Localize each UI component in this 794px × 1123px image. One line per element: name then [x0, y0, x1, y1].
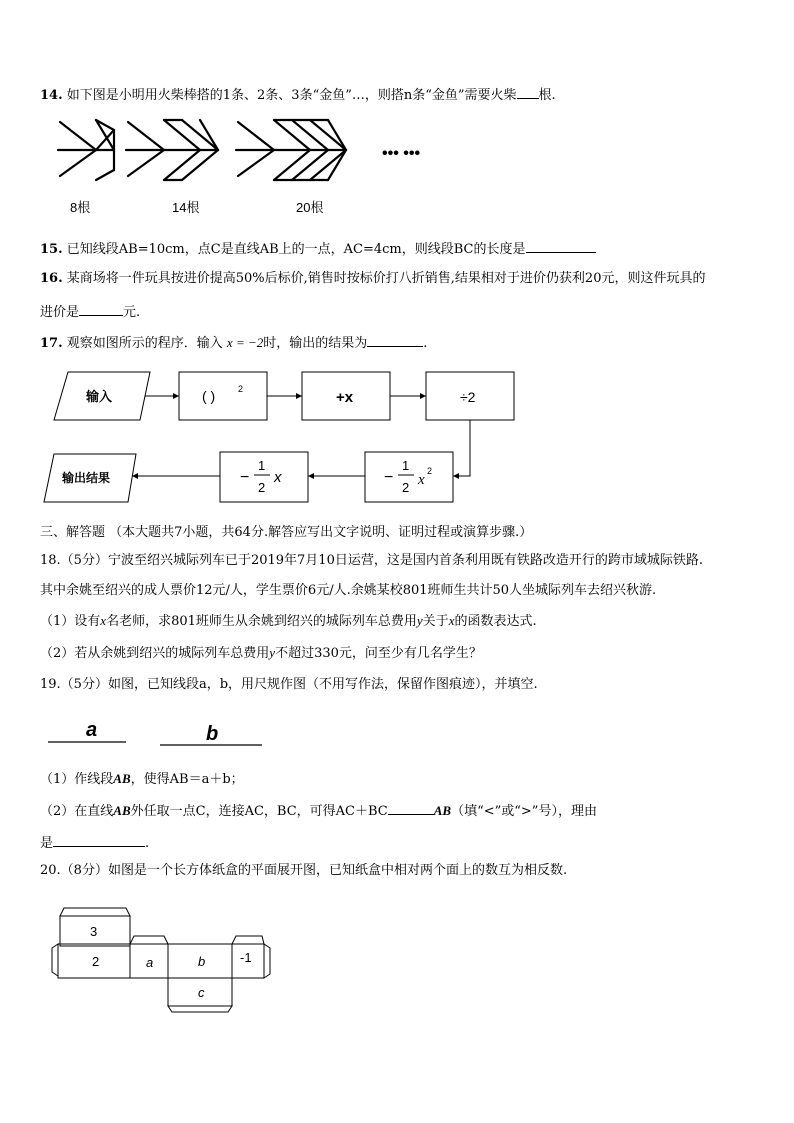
program-flowchart [40, 366, 530, 508]
q17-blank[interactable] [367, 332, 423, 347]
q16-line1 [40, 270, 705, 288]
flow-square-exp: 2 [238, 384, 244, 394]
net-cell-bottom: c [198, 985, 205, 1000]
net-cell-right: -1 [240, 950, 252, 965]
q15-blank[interactable] [526, 238, 596, 253]
q18-p2-y: y [269, 645, 276, 660]
q19-p3-before: 是 [40, 836, 54, 851]
flow-divide-label: ÷2 [460, 389, 476, 405]
net-cell-b: b [198, 954, 206, 969]
q18-p1-y: y [416, 613, 423, 628]
q19-part1 [40, 770, 244, 789]
q16-blank[interactable] [79, 301, 123, 316]
q16-text2: 进价是 [40, 305, 80, 320]
section3-title: 三、解答题 （本大题共7小题，共64分.解答应写出文字说明、证明过程或演算步骤.） [40, 525, 533, 540]
q16-line2 [40, 301, 140, 322]
q18-p1-x: x [100, 613, 107, 628]
flow-mult1-minus: − [240, 469, 250, 486]
q20-header: 20.（8分）如图是一个长方体纸盒的平面展开图，已知纸盒中相对两个面上的数互为相反数. [40, 863, 568, 878]
q18-p1-before: （1）设有 [40, 614, 101, 629]
flow-mult2-exp: 2 [427, 466, 433, 476]
q19-p1-ab: AB [113, 771, 131, 786]
q19-part3 [40, 832, 149, 853]
q18-line2: 其中余姚至绍兴的成人票价12元/人，学生票价6元/人.余姚某校801班师生共计50人坐城际列车去绍兴秋游. [40, 583, 657, 598]
q18-p2-after: 不超过330元，问至少有几名学生？ [275, 646, 482, 661]
net-cell-top: 3 [90, 924, 98, 939]
fish-ellipsis: ••• ••• [382, 145, 421, 162]
q18-part2 [40, 644, 482, 663]
flow-input-label: 输入 [86, 389, 113, 404]
q14-text: 如下图是小明用火柴棒搭的1条、2条、3条“金鱼”…，则搭n条“金鱼”需要火柴 [66, 88, 517, 103]
q18-p1-after: 的函数表达式. [454, 614, 537, 629]
q19-header: 19.（5分）如图，已知线段a，b，用尺规作图（不用写作法，保留作图痕迹），并填空. [40, 677, 538, 692]
box-net-figure [46, 904, 272, 1016]
q15-text: 已知线段AB=10cm，点C是直线AB上的一点，AC=4cm，则线段BC的长度是 [66, 242, 526, 257]
flow-mult1-den: 2 [258, 480, 266, 495]
fish-label-2: 14根 [172, 200, 200, 215]
q19-p1-after: ，使得AB＝a＋b； [130, 772, 244, 787]
flow-output-label: 输出结果 [62, 471, 111, 485]
net-cell-left: 2 [92, 954, 100, 969]
q16-number: 16. [40, 271, 63, 286]
q14-blank[interactable] [517, 84, 539, 99]
flow-mult2-var: x [418, 472, 425, 488]
flow-mult1-num: 1 [258, 458, 266, 473]
net-cell-a: a [146, 955, 154, 970]
q18-p1-mid: 名老师，求801班师生从余姚到绍兴的城际列车总费用 [106, 614, 417, 629]
q19-blank-compare[interactable] [388, 800, 434, 815]
q17-number: 17. [40, 336, 63, 351]
q19-p3-after: . [145, 836, 150, 851]
q19-p2-ab: AB [113, 803, 131, 818]
q19-p2-mid: 外任取一点C，连接AC，BC，可得AC＋BC [130, 804, 388, 819]
flow-mult2-den: 2 [402, 480, 410, 495]
q17-input-expr: x = −2 [226, 335, 264, 350]
square-box [179, 372, 267, 420]
q16-text: 某商场将一件玩具按进价提高50%后标价,销售时按标价打八折销售,结果相对于进价仍获利20元，则这件玩具的 [66, 271, 706, 286]
fish-1 [58, 120, 114, 180]
q19-p2-after: （填“<”或“>”号），理由 [451, 804, 597, 819]
fish-figure [40, 110, 460, 220]
q19-blank-reason[interactable] [53, 832, 145, 847]
q18-p2-before: （2）若从余姚到绍兴的城际列车总费用 [40, 646, 270, 661]
flow-mult2-num: 1 [402, 458, 410, 473]
fish-2 [126, 120, 218, 180]
q19-p2-ab2: AB [433, 803, 452, 818]
q16-text3: 元. [123, 305, 141, 320]
q15-line [40, 238, 596, 259]
fish-label-1: 8根 [70, 200, 91, 215]
q18-part1 [40, 612, 537, 631]
segment-a-label: a [86, 719, 98, 741]
fish-label-3: 20根 [296, 200, 324, 215]
q18-header: 18.（5分）宁波至绍兴城际列车已于2019年7月10日运营，这是国内首条利用既有铁路改造开行的跨市域城际铁路. [40, 553, 703, 568]
q17-text: 观察如图所示的程序．输入 [66, 336, 223, 351]
q14-text-after: 根. [538, 88, 556, 103]
q14-line [40, 84, 556, 105]
q17-text-after: . [423, 336, 428, 351]
fish-3 [236, 120, 346, 180]
q18-p1-mid2: 关于 [422, 614, 449, 629]
flow-plus-x-label: +x [336, 389, 354, 406]
q19-part2 [40, 800, 597, 821]
segment-b-label: b [206, 723, 219, 745]
q19-segments [40, 712, 280, 752]
q19-p1-before: （1）作线段 [40, 772, 114, 787]
flow-mult2-minus: − [384, 469, 394, 486]
q18-p1-x2: x [448, 613, 455, 628]
flow-mult1-var: x [274, 469, 282, 486]
q17-text-mid: 时，输出的结果为 [263, 336, 368, 351]
flow-square-label: ( ) [202, 388, 216, 404]
q17-line [40, 332, 427, 353]
q19-p2-before: （2）在直线 [40, 804, 114, 819]
q15-number: 15. [40, 242, 63, 257]
q14-number: 14. [40, 88, 63, 103]
